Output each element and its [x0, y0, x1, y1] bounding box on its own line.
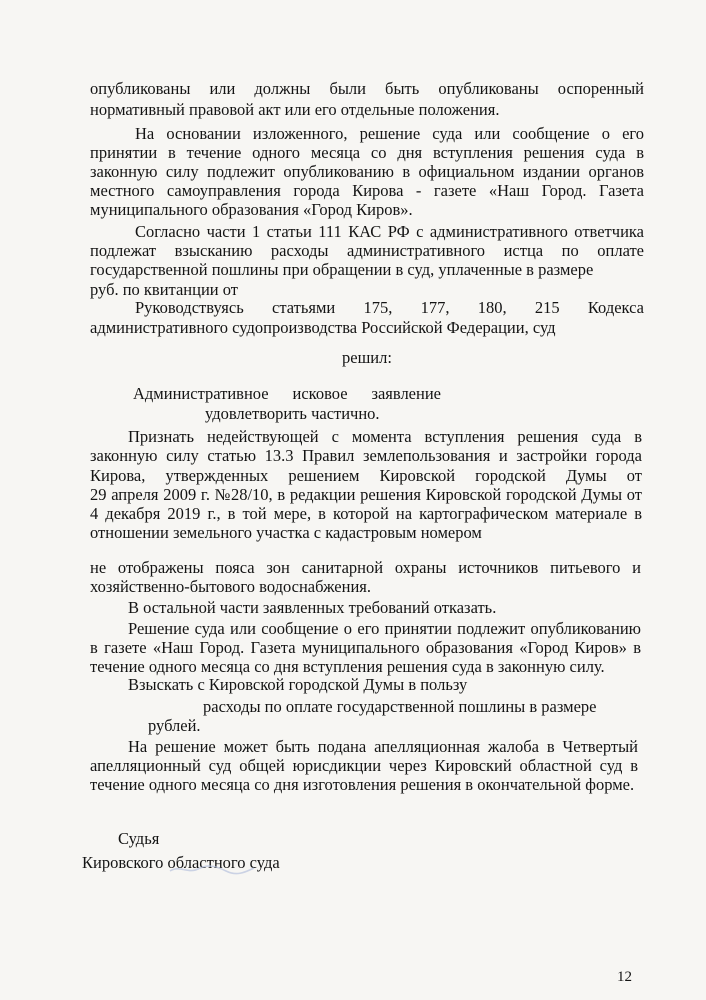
body-line: Кирова, утвержденных решением Кировской городской Думы от	[90, 466, 642, 485]
body-line: подлежат взысканию расходы административного истца по оплате	[90, 241, 644, 260]
body-line: Административное исковое заявление	[133, 384, 441, 403]
body-line: нормативный правовой акт или его отдельные положения.	[90, 100, 500, 119]
body-line: руб. по квитанции от	[90, 280, 238, 299]
body-line: 4 декабря 2019 г., в той мере, в которой на картографическом материале в	[90, 504, 642, 523]
body-line: Решение суда или сообщение о его принятии подлежит опубликованию	[128, 619, 641, 638]
body-line: Согласно части 1 статьи 111 КАС РФ с административного ответчика	[135, 222, 644, 241]
body-line: местного самоуправления города Кирова - газете «Наш Город. Газета	[90, 181, 644, 200]
body-line: течение одного месяца со дня изготовления решения в окончательной форме.	[90, 775, 635, 794]
body-line: Руководствуясь статьями 175, 177, 180, 215 Кодекса	[135, 298, 644, 317]
body-line: законную силу подлежит опубликованию в официальном издании органов	[90, 162, 644, 181]
body-line: опубликованы или должны были быть опубликованы оспоренный	[90, 79, 644, 98]
decision-heading: решил:	[342, 348, 392, 367]
body-line: расходы по оплате государственной пошлины в размере	[203, 697, 597, 716]
body-line: административного судопроизводства Российской Федерации, суд	[90, 318, 556, 337]
body-line: течение одного месяца со дня вступления решения суда в законную силу.	[90, 657, 605, 676]
body-line: не отображены пояса зон санитарной охраны источников питьевого и	[90, 558, 641, 577]
body-line: апелляционный суд общей юрисдикции через Кировский областной суд в	[90, 756, 638, 775]
judge-title: Судья	[118, 829, 160, 848]
body-line: Взыскать с Кировской городской Думы в пользу	[128, 675, 468, 694]
signature-trace	[168, 862, 258, 876]
body-line: На основании изложенного, решение суда или сообщение о его	[135, 124, 644, 143]
body-line: Признать недействующей с момента вступления решения суда в	[128, 427, 642, 446]
body-line: хозяйственно-бытового водоснабжения.	[90, 577, 371, 596]
body-line: отношении земельного участка с кадастровым номером	[90, 523, 482, 542]
body-line: государственной пошлины при обращении в суд, уплаченные в размере	[90, 260, 594, 279]
body-line: муниципального образования «Город Киров».	[90, 200, 413, 219]
body-line: удовлетворить частично.	[205, 404, 380, 423]
court-name: Кировского областного суда	[82, 853, 280, 872]
body-line: законную силу статью 13.3 Правил землепользования и застройки города	[90, 446, 642, 465]
body-line: На решение может быть подана апелляционная жалоба в Четвертый	[128, 737, 638, 756]
body-line: рублей.	[148, 716, 201, 735]
body-line: принятии в течение одного месяца со дня вступления решения суда в	[90, 143, 644, 162]
body-line: 29 апреля 2009 г. №28/10, в редакции решения Кировской городской Думы от	[90, 485, 642, 504]
page-number: 12	[617, 969, 632, 985]
body-line: В остальной части заявленных требований отказать.	[128, 598, 497, 617]
body-line: в газете «Наш Город. Газета муниципального образования «Город Киров» в	[90, 638, 641, 657]
